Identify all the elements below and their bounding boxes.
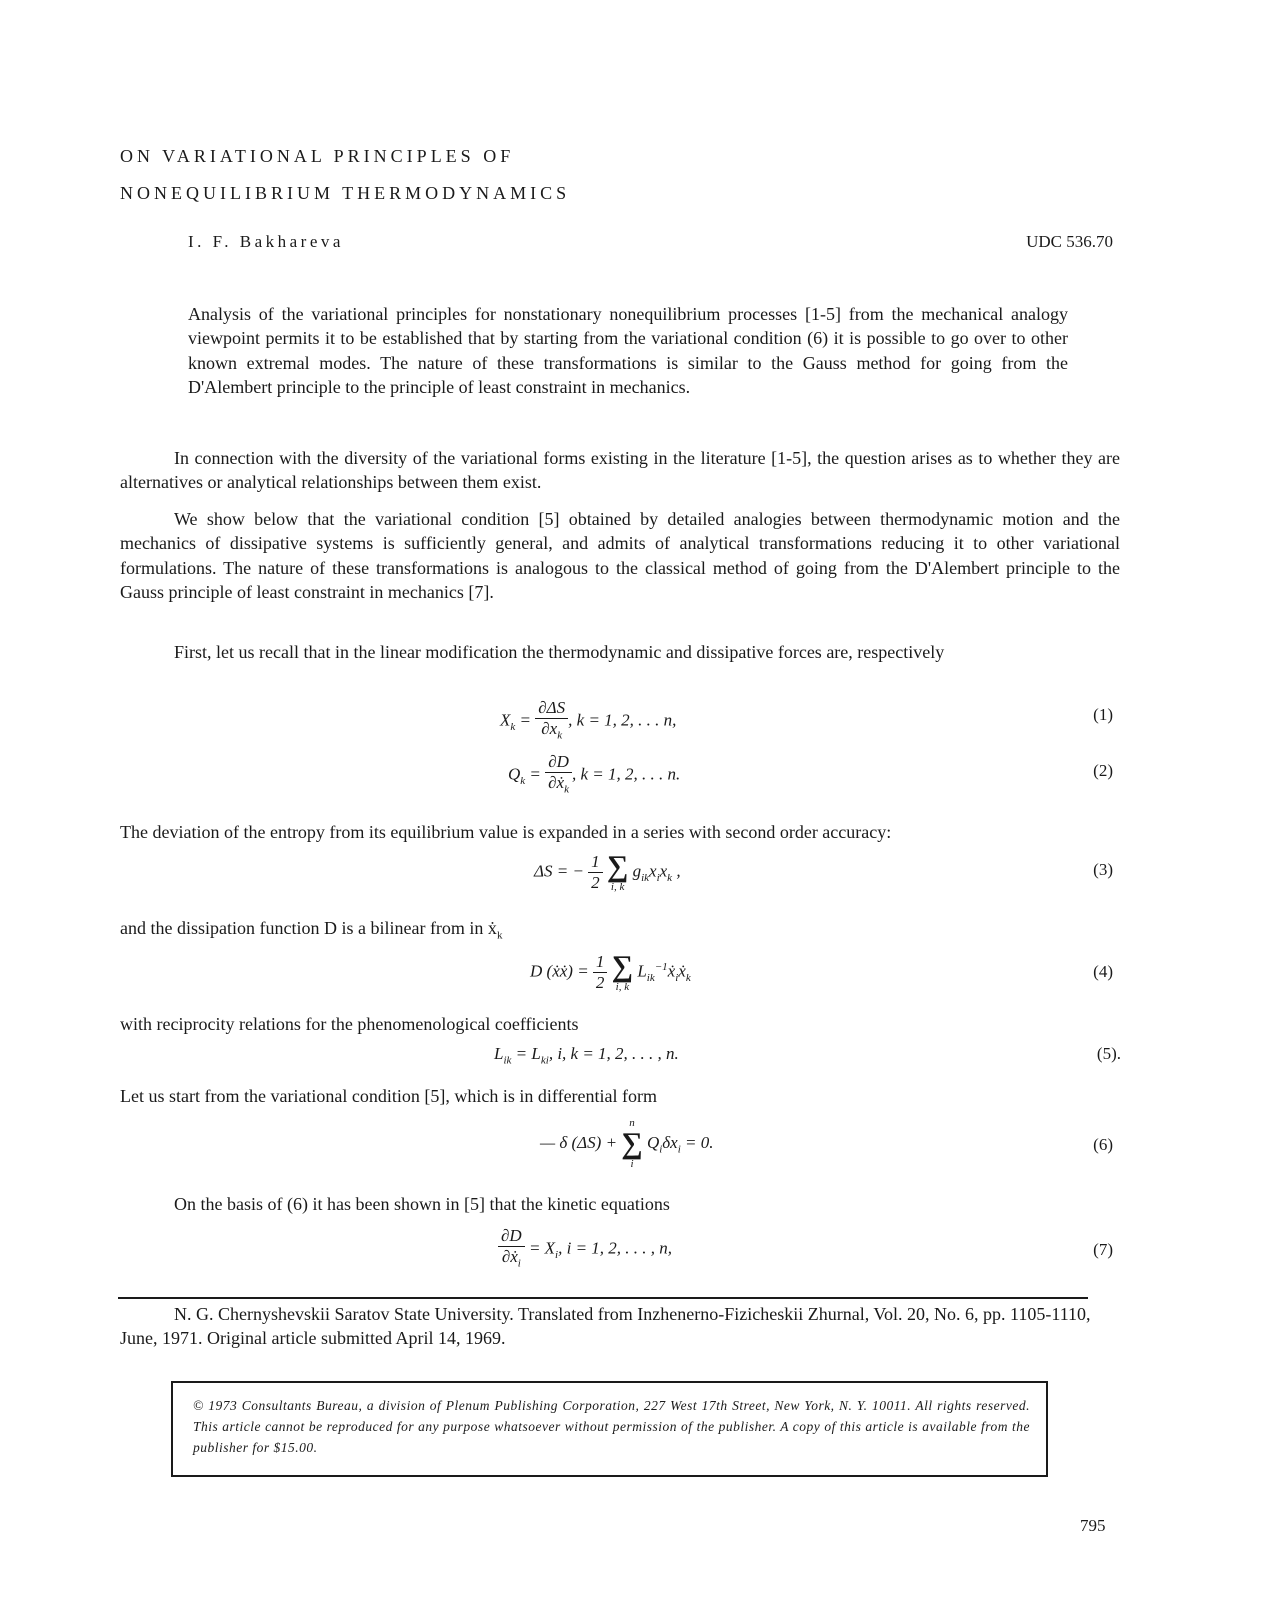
paragraph-8: On the basis of (6) it has been shown in [5] that the kinetic equations <box>174 1194 670 1214</box>
equation-6: — δ (ΔS) + n ∑ i $Q_i\delta x_i = 0$. <box>540 1117 714 1170</box>
paragraph-4: The deviation of the entropy from its equilibrium value is expanded in a series with second order accuracy: <box>120 822 892 842</box>
equation-7: $\frac{\partial D}{\partial ẋ_i}$ = $X_i$, i = 1, 2, . . . , n, <box>498 1226 672 1273</box>
equation-6-number: (6) <box>1093 1135 1113 1154</box>
paragraph-3: First, let us recall that in the linear modification the thermodynamic and dissipative forces are, respectively <box>174 642 945 662</box>
equation-3: ΔS = − $\frac{1}{2}$ ∑ i, k $g_{ik}x_ix_k$ , <box>534 850 681 893</box>
paragraph-1: In connection with the diversity of the variational forms existing in the literature [1-5], the question arises as to whether they are alternatives or analytical relationships between them exist. <box>120 448 1120 493</box>
equation-4-number: (4) <box>1093 962 1113 981</box>
paragraph-7: Let us start from the variational condition [5], which is in differential form <box>120 1086 658 1106</box>
equation-2-number: (2) <box>1093 761 1113 780</box>
equation-5: $L_{ik} = L_{ki}$, i, k = 1, 2, . . . , n. <box>494 1044 679 1067</box>
equation-1: $X_k$ = $\frac{\partial\Delta S}{\partial x_k}$ , k = 1, 2, . . . n, <box>500 698 677 742</box>
footnote: N. G. Chernyshevskii Saratov State University. Translated from Inzhenerno-Fizicheskii Zhurnal, Vol. 20, No. 6, pp. 1105-1110, June, 1971. Original article submitted April 14, 1969. <box>120 1304 1091 1349</box>
equation-3-number: (3) <box>1093 860 1113 879</box>
equation-1-number: (1) <box>1093 705 1113 724</box>
title-line-2: NONEQUILIBRIUM THERMODYNAMICS <box>120 183 571 203</box>
udc-code: UDC 536.70 <box>1026 232 1113 251</box>
equation-4: D (ẋẋ) = $\frac{1}{2}$ ∑ i, k $L_{ik}^{-1}ẋ_iẋ_k$ <box>530 950 691 993</box>
page-number: 795 <box>1080 1516 1106 1535</box>
copyright-box: © 1973 Consultants Bureau, a division of Plenum Publishing Corporation, 227 West 17th Street, New York, N. Y. 10011. All rights reserved. This article cannot be reproduced for any purpose whatsoever without permission of the publisher. A copy of this article is available from the publisher for $15.00. <box>171 1381 1048 1477</box>
title-line-1: ON VARIATIONAL PRINCIPLES OF <box>120 146 515 166</box>
abstract: Analysis of the variational principles for nonstationary nonequilibrium processes [1-5] from the mechanical analogy viewpoint permits it to be established that by starting from the variational condition (6) it is possible to go over to other known extremal modes. The nature of these transformations is similar to the Gauss method for going from the D'Alembert principle to the principle of least constraint in mechanics. <box>188 304 1068 398</box>
paragraph-2: We show below that the variational condition [5] obtained by detailed analogies between thermodynamic motion and the mechanics of dissipative systems is sufficiently general, and admits of analytical transformations reducing it to other variational formulations. The nature of these transformations is analogous to the classical method of going from the D'Alembert principle to the Gauss principle of least constraint in mechanics [7]. <box>120 509 1120 603</box>
paragraph-6: with reciprocity relations for the phenomenological coefficients <box>120 1014 579 1034</box>
footnote-rule <box>118 1297 1088 1299</box>
equation-5-number: (5). <box>1096 1044 1121 1063</box>
paragraph-5: and the dissipation function D is a bilinear from in ẋ$_k$ <box>120 918 503 942</box>
equation-7-number: (7) <box>1093 1240 1113 1259</box>
author: I. F. Bakhareva <box>188 232 344 251</box>
equation-2: $Q_k$ = $\frac{\partial D}{\partial ẋ_k}$ , k = 1, 2, . . . n. <box>508 752 681 796</box>
